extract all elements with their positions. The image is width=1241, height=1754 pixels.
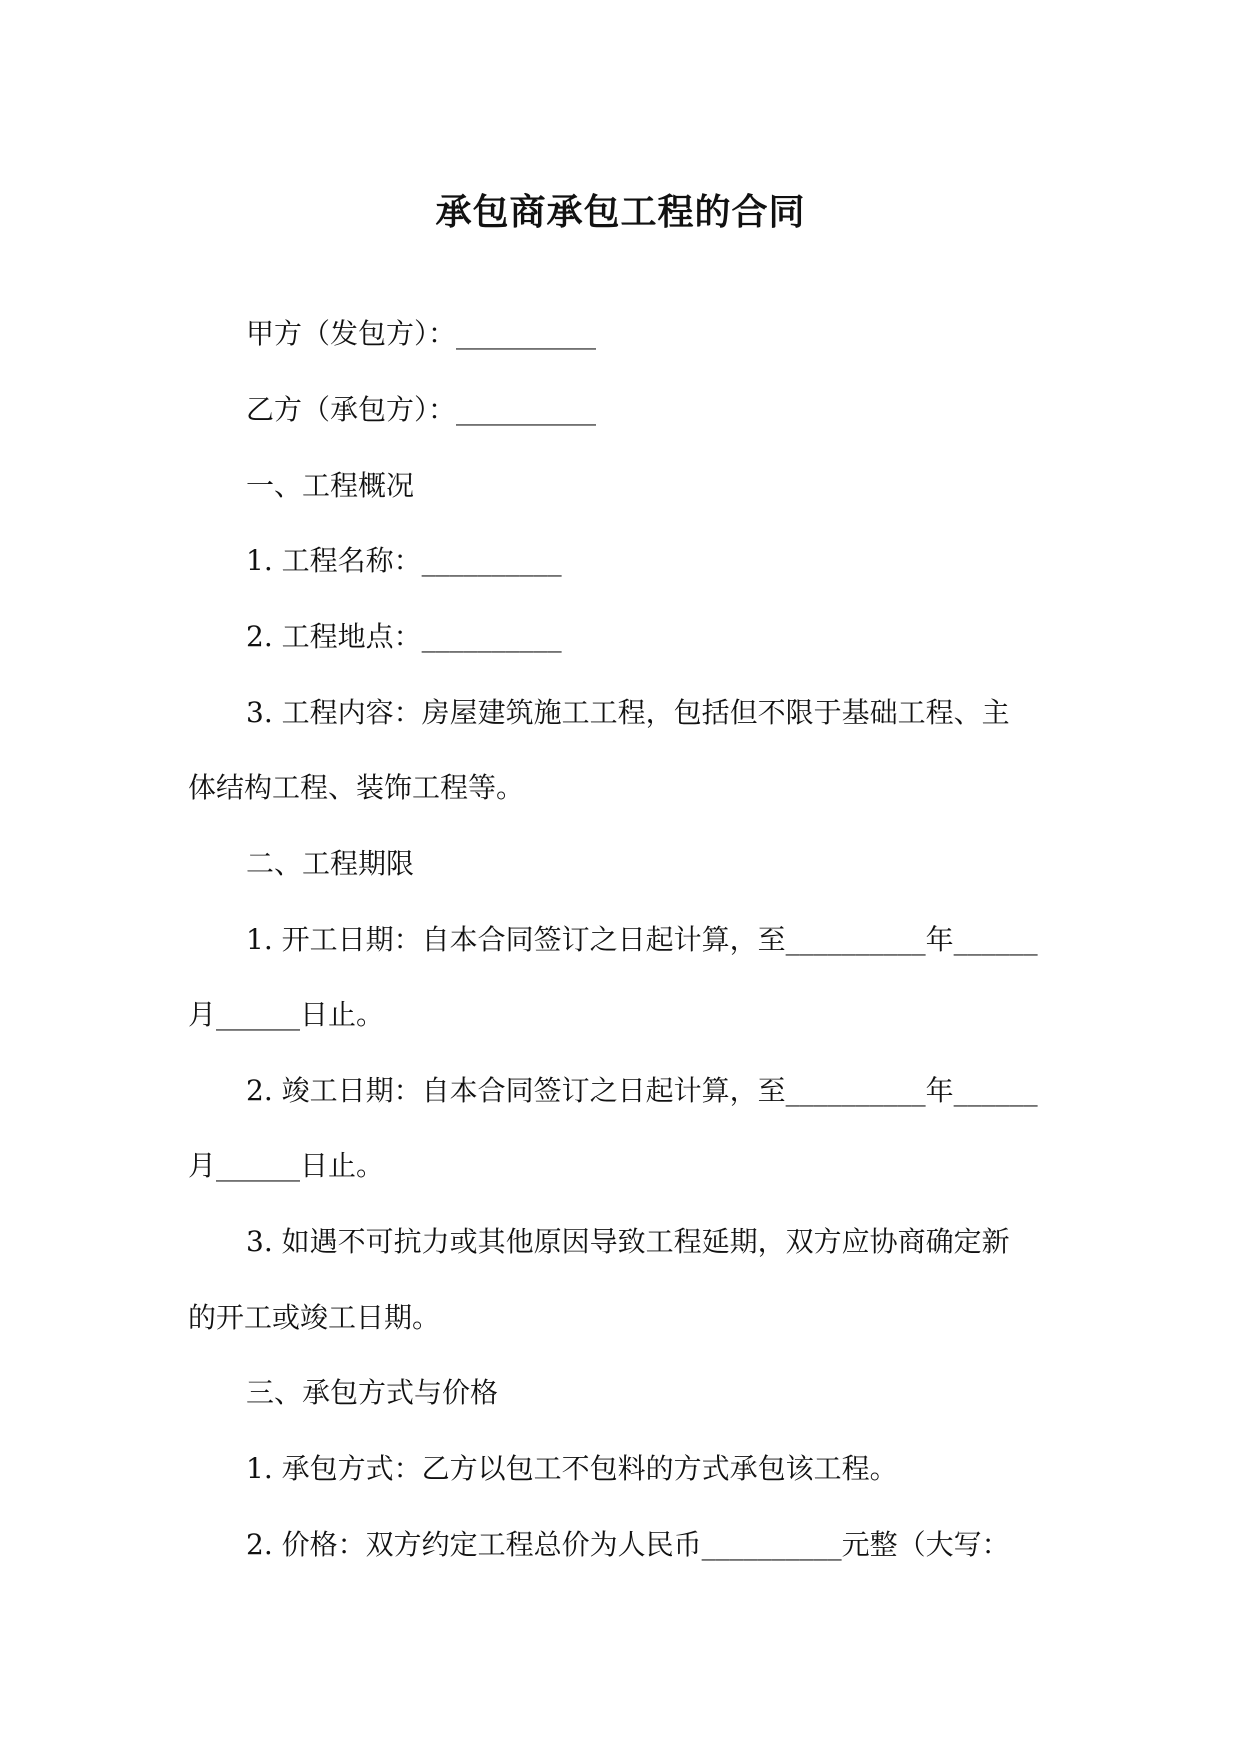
section-heading-project-period: 二、工程期限: [246, 847, 415, 880]
clause-start-date: 1. 开工日期：自本合同签订之日起计算，至__________年______: [246, 923, 1038, 956]
clause-project-content-continued: 体结构工程、装饰工程等。: [188, 771, 525, 804]
document-title: 承包商承包工程的合同: [435, 191, 806, 233]
clause-project-location: 2. 工程地点：__________: [246, 620, 562, 653]
party-b-line: 乙方（承包方）：__________: [246, 393, 597, 426]
clause-completion-date-continued: 月______日止。: [188, 1149, 385, 1182]
clause-delay: 3. 如遇不可抗力或其他原因导致工程延期，双方应协商确定新: [246, 1225, 1010, 1258]
section-heading-project-overview: 一、工程概况: [246, 469, 415, 502]
clause-price: 2. 价格：双方约定工程总价为人民币__________元整（大写：: [246, 1528, 1010, 1561]
clause-completion-date: 2. 竣工日期：自本合同签订之日起计算，至__________年______: [246, 1074, 1038, 1107]
clause-project-content: 3. 工程内容：房屋建筑施工工程，包括但不限于基础工程、主: [246, 696, 1010, 729]
clause-delay-continued: 的开工或竣工日期。: [188, 1301, 441, 1334]
section-heading-contract-method-price: 三、承包方式与价格: [246, 1376, 499, 1409]
clause-start-date-continued: 月______日止。: [188, 998, 385, 1031]
clause-contract-method: 1. 承包方式：乙方以包工不包料的方式承包该工程。: [246, 1452, 898, 1485]
clause-project-name: 1. 工程名称：__________: [246, 544, 562, 577]
party-a-line: 甲方（发包方）：__________: [246, 317, 597, 350]
